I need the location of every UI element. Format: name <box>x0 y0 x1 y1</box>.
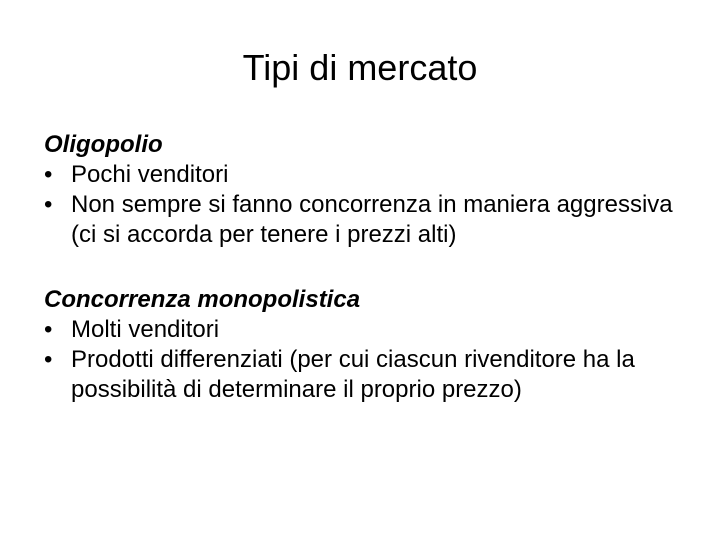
section-heading: Concorrenza monopolistica <box>44 286 361 313</box>
bullet-list <box>44 315 684 405</box>
bullet-item <box>44 190 684 250</box>
bullet-icon: • <box>44 161 53 188</box>
slide-body <box>44 130 684 405</box>
section-heading: Oligopolio <box>44 131 163 158</box>
bullet-icon: • <box>44 346 53 373</box>
bullet-item <box>44 345 684 405</box>
bullet-item <box>44 160 684 190</box>
bullet-icon: • <box>44 316 53 343</box>
section-concorrenza-monopolistica <box>44 285 684 405</box>
slide-title: Tipi di mercato <box>242 47 478 88</box>
bullet-text: Non sempre si fanno concorrenza in maniera aggressiva (ci si accorda per tenere i prezzi alti) <box>71 191 673 248</box>
bullet-icon: • <box>44 191 53 218</box>
bullet-text: Prodotti differenziati (per cui ciascun rivenditore ha la possibilità di determinare il proprio prezzo) <box>71 346 635 403</box>
bullet-list <box>44 160 684 250</box>
bullet-item <box>44 315 684 345</box>
bullet-text: Molti venditori <box>71 316 220 343</box>
bullet-text: Pochi venditori <box>71 161 229 188</box>
section-oligopolio <box>44 130 684 250</box>
